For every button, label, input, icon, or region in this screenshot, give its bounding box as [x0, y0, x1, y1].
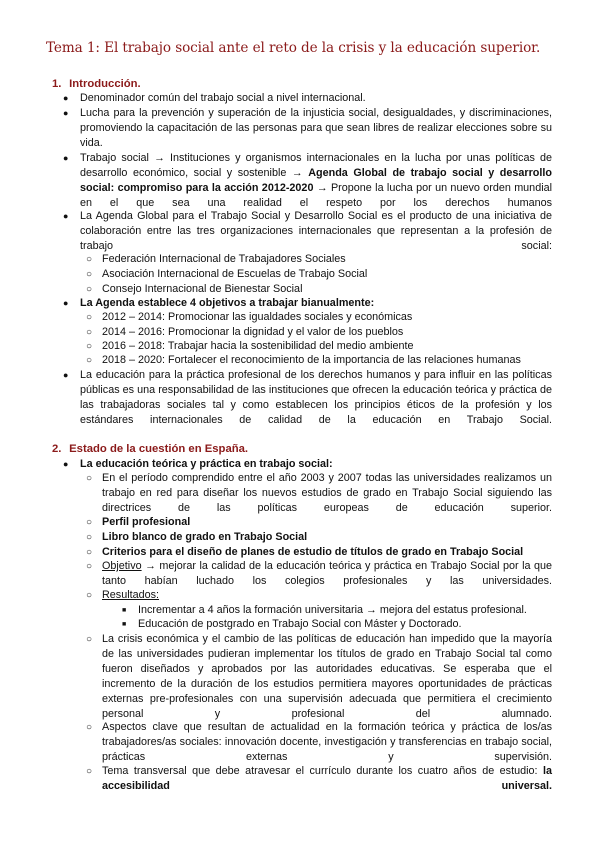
- circle-marker: ○: [86, 355, 93, 366]
- list-item: ○ 2016 – 2018: Trabajar hacia la sostenibilidad del medio ambiente: [86, 340, 414, 352]
- list-item: ○ Consejo Internacional de Bienestar Social: [86, 283, 303, 295]
- section-title: Estado de la cuestión en España.: [69, 443, 249, 455]
- list-item: ○ 2012 – 2014: Promocionar las igualdades sociales y económicas: [86, 311, 413, 323]
- page-title: Tema 1: El trabajo social ante el reto de la crisis y la educación superior.: [46, 40, 541, 56]
- bullet-marker: ●: [63, 459, 69, 469]
- list-item: ○ Criterios para el diseño de planes de estudio de títulos de grado en Trabajo Social: [86, 546, 524, 558]
- bullet-marker: ●: [63, 108, 69, 118]
- circle-marker: ○: [86, 269, 93, 280]
- bullet-marker: ●: [63, 370, 69, 380]
- results-label: Resultados:: [102, 589, 160, 601]
- bullet-marker: ●: [63, 153, 69, 163]
- section-heading-intro: [52, 78, 141, 90]
- circle-marker: ○: [86, 561, 93, 572]
- circle-marker: ○: [86, 312, 93, 323]
- section-number: 2.: [52, 443, 62, 455]
- list-item: ● La Agenda Global para el Trabajo Social y Desarrollo Social es el producto de una iniciativa de colaboración entre las tres organizaciones internacionales que representan a la profesión de trabajo social:: [63, 210, 552, 252]
- list-item: ○ Perfil profesional: [86, 516, 191, 528]
- list-item: ● Denominador común del trabajo social a nivel internacional.: [63, 92, 366, 104]
- section-heading-spain: [52, 443, 248, 455]
- list-item: ○ 2018 – 2020: Fortalecer el reconocimiento de la importancia de las relaciones humanas: [86, 354, 521, 366]
- list-item: ○ 2014 – 2016: Promocionar la dignidad y el valor de los pueblos: [86, 326, 404, 338]
- list-item: ○ Tema transversal que debe atravesar el currículo durante los cuatro años de estudio: la accesibilidad universal.: [86, 765, 552, 792]
- circle-marker: ○: [86, 547, 93, 558]
- square-marker: ■: [122, 607, 127, 614]
- list-item: ● La educación teórica y práctica en trabajo social:: [63, 458, 333, 470]
- circle-marker: ○: [86, 590, 93, 601]
- list-item: ○ Aspectos clave que resultan de actualidad en la formación teórica y práctica de los/as trabajadores/as sociales: innovación docente, investigación y transferencias en trabajo social, prácticas externas y supervisión.: [86, 721, 552, 763]
- list-item: ○ La crisis económica y el cambio de las políticas de educación han impedido que la mayoría de las universidades pudieran implementar los títulos de grado en Trabajo Social tal como fueron diseñados y aprobados por las autoridades educativas. Se esperaba que el incremento de la duración de los estudios permitiera mayores oportunidades de prácticas externas pre-profesionales con una supervisión adecuada que permitiera el crecimiento personal y profesional del alumnado.: [86, 633, 552, 720]
- list-item: ● La Agenda establece 4 objetivos a trabajar bianualmente:: [63, 297, 375, 309]
- list-item: ○ Asociación Internacional de Escuelas de Trabajo Social: [86, 268, 368, 280]
- circle-marker: ○: [86, 254, 93, 265]
- list-item: ○ En el período comprendido entre el año 2003 y 2007 todas las universidades realizamos un trabajo en red para diseñar los nuevos estudios de grado en Trabajo Social siguiendo las directrices de las políticas europeas de educación superior.: [86, 472, 552, 514]
- list-item: ○ Objetivo → mejorar la calidad de la educación teórica y práctica en Trabajo Social por la que tanto habían luchado los colegios profesionales y las universidades.: [86, 560, 552, 587]
- section-title: Introducción.: [69, 78, 141, 90]
- list-item: [86, 588, 552, 603]
- circle-marker: ○: [86, 473, 93, 484]
- section-number: 1.: [52, 78, 62, 90]
- circle-marker: ○: [86, 517, 93, 528]
- circle-marker: ○: [86, 532, 93, 543]
- circle-marker: ○: [86, 634, 93, 645]
- square-marker: ■: [122, 621, 127, 628]
- list-item: ○ Federación Internacional de Trabajadores Sociales: [86, 253, 346, 265]
- list-item: ■ Educación de postgrado en Trabajo Social con Máster y Doctorado.: [122, 618, 462, 630]
- accessibility-phrase: la accesibilidad universal.: [102, 765, 552, 792]
- bullet-marker: ●: [63, 211, 69, 221]
- agenda-global-title: Agenda Global de trabajo social y desarrollo social: compromiso para la acción 2012-2020: [80, 167, 552, 194]
- bullet-marker: ●: [63, 298, 69, 308]
- list-item: ● La educación para la práctica profesional de los derechos humanos y para influir en las políticas públicas es una responsabilidad de las instituciones que ofrecen la educación teórica y práctica de las trabajadoras sociales tal y como establecen los principios éticos de la profesión y los estándares internacionales de calidad de la educación en Trabajo Social.: [63, 369, 552, 426]
- circle-marker: ○: [86, 722, 93, 733]
- list-item: ■ Incrementar a 4 años la formación universitaria → mejora del estatus profesional.: [122, 604, 527, 616]
- bullet-marker: ●: [63, 93, 69, 103]
- circle-marker: ○: [86, 341, 93, 352]
- circle-marker: ○: [86, 766, 93, 777]
- objective-label: Objetivo: [102, 560, 142, 572]
- list-item: ● Lucha para la prevención y superación de la injusticia social, desigualdades, y discriminaciones, promoviendo la capacitación de las personas para que sean libres de realizar elecciones sobre su vida.: [63, 107, 552, 149]
- circle-marker: ○: [86, 284, 93, 295]
- list-item: ○ Libro blanco de grado en Trabajo Social: [86, 531, 308, 543]
- circle-marker: ○: [86, 327, 93, 338]
- list-item: ● Trabajo social → Instituciones y organismos internacionales en la lucha por unas políticas de desarrollo económico, social y sostenible → Agenda Global de trabajo social y desarrollo social: compromiso para la acción 2012-2020 → Propone la lucha por un nuevo orden mundial en el que sea una realidad el respeto por los derechos humanos: [63, 152, 552, 209]
